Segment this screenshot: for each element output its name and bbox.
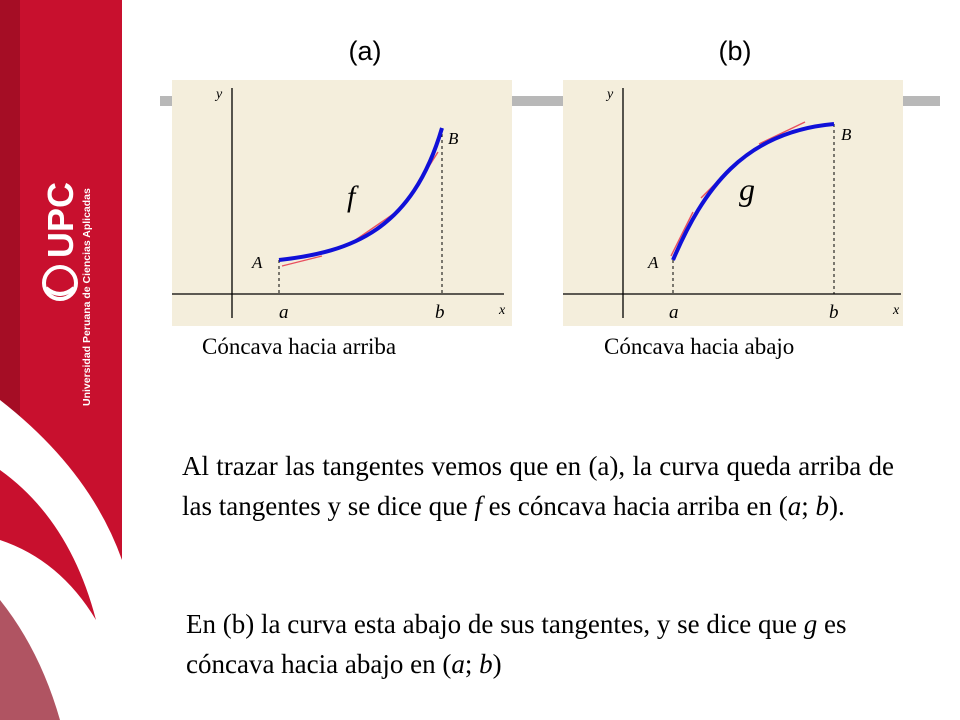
caption-b: Cóncava hacia abajo bbox=[604, 334, 795, 359]
point-a-label: A bbox=[648, 253, 659, 272]
panel-a bbox=[172, 80, 512, 326]
function-f-label: f bbox=[347, 180, 356, 213]
curve-f bbox=[279, 128, 442, 260]
y-axis-label: y bbox=[607, 87, 614, 102]
graph-b bbox=[563, 80, 903, 326]
x-axis-label: x bbox=[893, 303, 900, 318]
paragraph-concave-down: En (b) la curva esta abajo de sus tangentes, y se dice que g es cóncava hacia abajo en (a; b) bbox=[186, 609, 847, 679]
panel-b bbox=[563, 80, 903, 326]
graph-a bbox=[172, 80, 512, 326]
tangent-line bbox=[671, 212, 693, 256]
sidebar-logo-strip bbox=[0, 0, 122, 720]
caption-a: Cóncava hacia arriba bbox=[202, 334, 397, 359]
point-b-label: B bbox=[448, 129, 459, 148]
paragraph-concave-up: Al trazar las tangentes vemos que en (a), la curva queda arriba de las tangentes y se dice que f es cóncava hacia arriba en (a; b). bbox=[182, 451, 894, 521]
function-g-label: g bbox=[739, 171, 755, 207]
tangent-line bbox=[759, 122, 805, 144]
tick-b-label: b bbox=[829, 302, 839, 323]
y-axis-label: y bbox=[216, 87, 223, 102]
panel-b-label: (b) bbox=[718, 36, 752, 66]
tick-a-label: a bbox=[669, 302, 679, 323]
tick-b-label: b bbox=[435, 302, 445, 323]
university-text: Universidad Peruana de Ciencias Aplicadas bbox=[81, 188, 93, 406]
point-b-label: B bbox=[841, 125, 852, 144]
tick-a-label: a bbox=[279, 302, 289, 323]
point-a-label: A bbox=[252, 253, 263, 272]
brand-text: UPC bbox=[40, 181, 81, 258]
x-axis-label: x bbox=[499, 303, 506, 318]
panel-a-label: (a) bbox=[348, 36, 382, 66]
